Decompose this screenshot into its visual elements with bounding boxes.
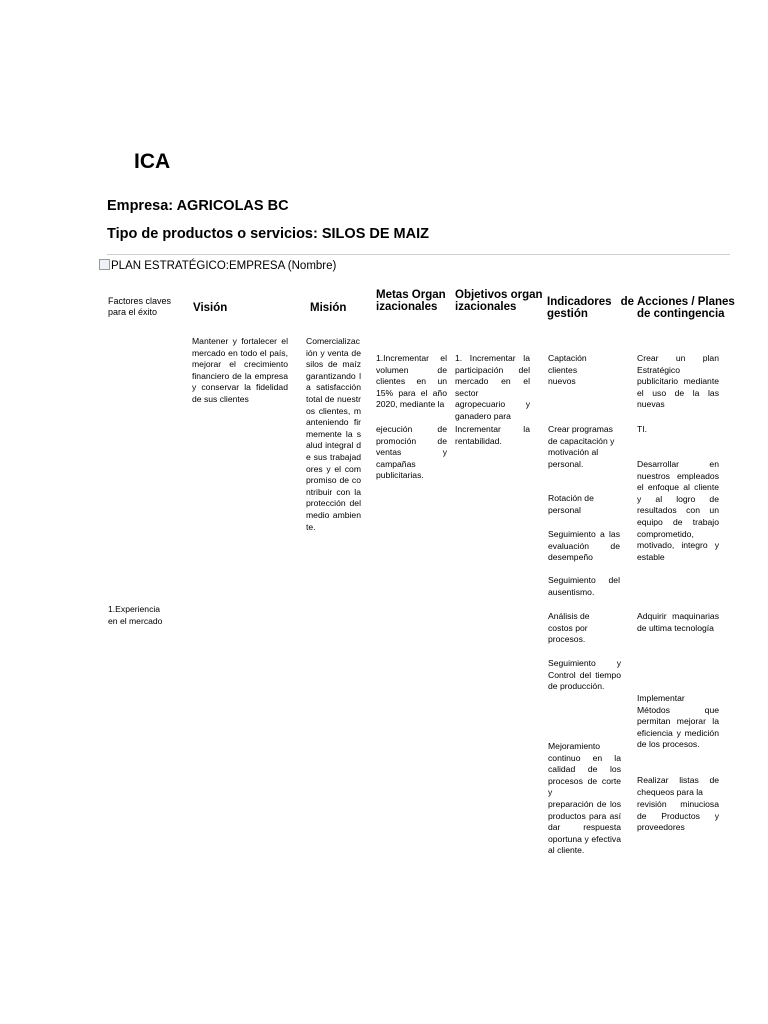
header-objetivos: Objetivos organizacionales (455, 289, 543, 313)
accion-item: Implementar Métodos que permitan mejorar la eficiencia y medición de los procesos. (637, 693, 719, 750)
accion-item: Realizar listas de chequeos para la (637, 775, 719, 797)
indicador-item: Mejoramiento continuo en la calidad de los procesos de corte y (548, 741, 621, 798)
divider (107, 254, 730, 255)
indicador-item: Seguimiento a las evaluación de desempeño (548, 529, 620, 563)
indicador-item: Análisis de costos por procesos. (548, 611, 590, 645)
metas-text-b: ejecución de promoción de ventas y campañas publicitarias. (376, 424, 447, 481)
accion-item: Desarrollar en nuestros empleados el enfoque al cliente y al logro de resultados con un equipo de trabajo comprometido, motivado, integro y estable (637, 459, 719, 562)
accion-item: TI. (637, 424, 648, 434)
broken-image-icon (99, 259, 110, 270)
header-acciones: Acciones / Planes de contingencia (637, 296, 735, 320)
accion-item: revisión minuciosa de Productos y proveedores (637, 799, 719, 833)
indicador-item: Rotación de personal (548, 493, 594, 515)
header-indicadores: Indicadores de gestión (547, 296, 634, 320)
factor-experiencia: 1.Experiencia en el mercado (108, 604, 163, 626)
header-vision: Visión (193, 302, 228, 314)
plan-title-text: PLAN ESTRATÉGICO:EMPRESA (Nombre) (111, 260, 337, 272)
header-metas: Metas Organizacionales (376, 289, 446, 313)
accion-item: Crear un plan Estratégico publicitario mediante el uso de la las nuevas (637, 353, 719, 410)
header-factores: Factores claves para el éxito (108, 296, 172, 317)
vision-text: Mantener y fortalecer el mercado en todo el país, mejorar el crecimiento financiero de la empresa y conservar la fidelidad de sus clientes (192, 336, 288, 404)
metas-text-a: 1.Incrementar el volumen de clientes en un 15% para el año 2020, mediante la (376, 353, 447, 410)
mision-text: Comercialización y venta de silos de maíz garantizando la satisfacción total de nuestros clientes, manteniendo firmemente la salud integral de sus trabajadores y el compromiso de contribuir con la protección del medio ambiente. (306, 336, 361, 532)
company-line: Empresa: AGRICOLAS BC (107, 198, 289, 214)
indicador-item: Seguimiento del ausentismo. (548, 575, 620, 597)
indicador-item: Seguimiento y Control del tiempo de producción. (548, 658, 621, 692)
plan-title (99, 260, 336, 272)
accion-item: Adquirir maquinarias de ultima tecnología (637, 611, 719, 633)
indicador-item: Captación clientes nuevos (548, 353, 587, 387)
products-line: Tipo de productos o servicios: SILOS DE MAIZ (107, 226, 429, 242)
objetivos-text-a: 1. Incrementar la participación del mercado en el sector agropecuario y ganadero para (455, 353, 530, 421)
indicador-item: Crear programas de capacitación y motivación al personal. (548, 424, 615, 469)
indicador-item: preparación de los productos para así dar respuesta oportuna y efectiva al cliente. (548, 799, 621, 856)
objetivos-text-b: Incrementar la rentabilidad. (455, 424, 530, 446)
header-mision: Misión (310, 302, 347, 314)
document-heading: ICA (134, 150, 171, 173)
